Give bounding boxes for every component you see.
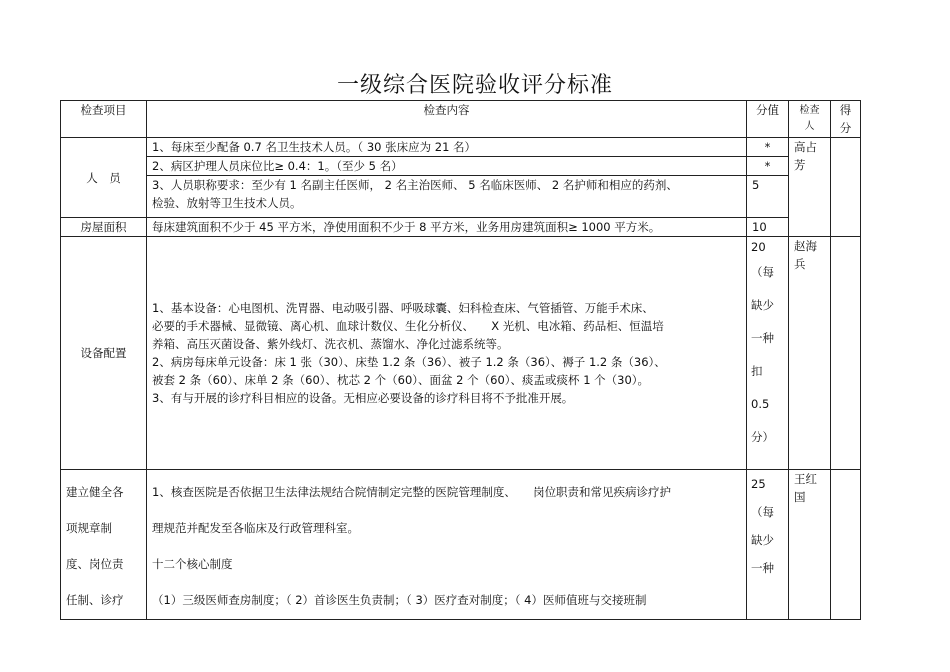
category-rules: 建立健全各 项规章制 度、岗位责 任制、诊疗	[61, 470, 147, 620]
header-content: 检查内容	[147, 101, 747, 138]
rules-content: 1、核查医院是否依据卫生法律法规结合院情制定完整的医院管理制度、 岗位职责和常见疾病诊疗护 理规范并配发至各临床及行政管理科室。 十二个核心制度 （1）三级医师查房制度；（ 2）首诊医生负责制；（ 3）医疗查对制度；（ 4）医师值班与交接班制	[147, 470, 747, 620]
points-personnel	[831, 138, 861, 237]
personnel-score-3: 5	[747, 176, 789, 218]
header-item: 检查项目	[61, 101, 147, 138]
housing-content: 每床建筑面积不少于 45 平方米，净使用面积不少于 8 平方米，业务用房建筑面积≥ 1000 平方米。	[147, 218, 747, 237]
document-title: 一级综合医院验收评分标准	[336, 73, 613, 98]
housing-score: 10	[747, 218, 789, 237]
personnel-score-1: *	[747, 138, 789, 157]
category-housing: 房屋面积	[61, 218, 147, 237]
equipment-content: 1、基本设备：心电图机、洗胃器、电动吸引器、呼吸球囊、妇科检查床、气管插管、万能手术床、 必要的手术器械、显微镜、离心机、血球计数仪、生化分析仪、 X 光机、电冰箱、药品柜、恒温培 养箱、高压灭菌设备、紫外线灯、洗衣机、蒸馏水、净化过滤系统等。 2、病房每床单元设备：床 1 张（30）、床垫 1.2 条（36）、被子 1.2 条（36）、褥子 1.2 条（36）、 被套 2 条（60）、床单 2 条（60）、枕芯 2 个（60）、面盆 2 个（60）、痰盂或痰杯 1 个（30）。 3、有与开展的诊疗科目相应的设备。无相应必要设备的诊疗科目将不予批准开展。	[147, 237, 747, 470]
category-equipment: 设备配置	[61, 237, 147, 470]
header-inspector: 检查人	[789, 101, 831, 138]
equipment-score: 20 （每 缺少 一种 扣 0.5 分）	[747, 237, 789, 470]
personnel-content-3: 3、人员职称要求：至少有 1 名副主任医师， 2 名主治医师、 5 名临床医师、 2 名护师和相应的药剂、 检验、放射等卫生技术人员。	[147, 176, 747, 218]
personnel-content-1: 1、每床至少配备 0.7 名卫生技术人员。（ 30 张床应为 21 名）	[147, 138, 747, 157]
header-points: 得分	[831, 101, 861, 138]
category-personnel: 人 员	[61, 138, 147, 218]
table-row	[61, 176, 861, 218]
inspector-personnel: 高占芳	[789, 138, 831, 237]
personnel-score-2: *	[747, 157, 789, 176]
rules-score: 25 （每 缺少 一种	[747, 470, 789, 620]
table-row	[61, 138, 861, 157]
table-row	[61, 470, 861, 620]
points-rules	[831, 470, 861, 620]
points-equipment	[831, 237, 861, 470]
personnel-content-2: 2、病区护理人员床位比≥ 0.4：1。（至少 5 名）	[147, 157, 747, 176]
inspector-rules: 王红国	[789, 470, 831, 620]
table-header-row	[61, 101, 861, 138]
table-row	[61, 157, 861, 176]
scoring-table	[60, 100, 861, 620]
header-score: 分值	[747, 101, 789, 138]
table-row	[61, 237, 861, 470]
inspector-equipment: 赵海兵	[789, 237, 831, 470]
table-row	[61, 218, 861, 237]
